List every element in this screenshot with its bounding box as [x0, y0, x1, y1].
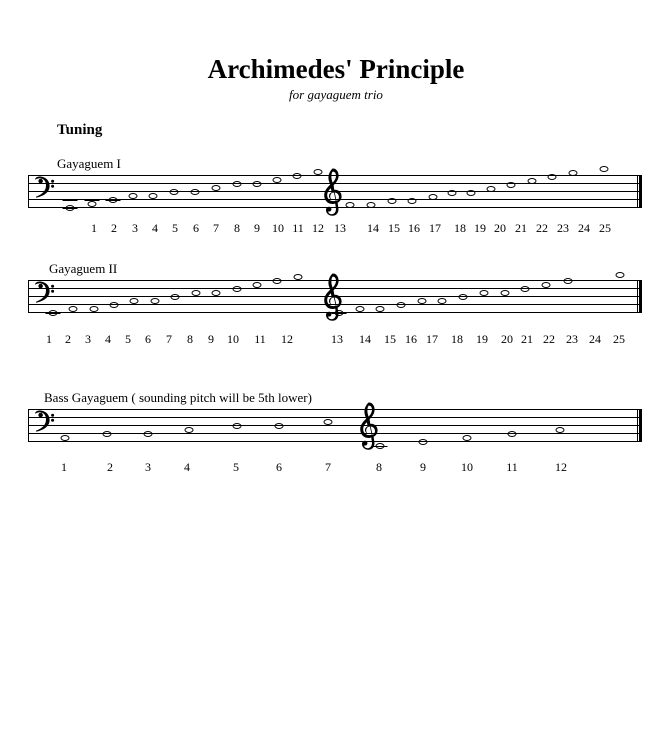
string-number: 2 [65, 332, 71, 346]
string-number: 21 [515, 221, 527, 235]
string-number: 17 [426, 332, 438, 346]
string-number: 10 [461, 460, 473, 474]
notehead [564, 278, 573, 284]
notehead [335, 310, 344, 316]
notehead [212, 290, 221, 296]
notehead [501, 290, 510, 296]
barline-start [28, 280, 29, 313]
string-number: 1 [61, 460, 67, 474]
string-number: 17 [429, 221, 441, 235]
bass-clef [32, 176, 58, 198]
string-number: 24 [578, 221, 590, 235]
notehead [521, 286, 530, 292]
notehead [459, 294, 468, 300]
barline-start [28, 409, 29, 442]
notehead [376, 443, 385, 449]
string-number: 2 [107, 460, 113, 474]
notehead [463, 435, 472, 441]
notehead [273, 177, 282, 183]
string-number: 22 [543, 332, 555, 346]
string-number: 4 [152, 221, 158, 235]
notehead [149, 193, 158, 199]
notehead [171, 294, 180, 300]
notehead [448, 190, 457, 196]
string-number: 21 [521, 332, 533, 346]
staff [28, 409, 642, 441]
string-number: 3 [85, 332, 91, 346]
ledger-line [63, 200, 78, 201]
string-number: 13 [331, 332, 343, 346]
string-number: 15 [384, 332, 396, 346]
string-number: 11 [254, 332, 266, 346]
string-number: 7 [325, 460, 331, 474]
string-number: 5 [125, 332, 131, 346]
notehead [191, 189, 200, 195]
string-number: 19 [474, 221, 486, 235]
staff-line [28, 433, 642, 434]
string-number: 8 [234, 221, 240, 235]
notehead [556, 427, 565, 433]
notehead [293, 173, 302, 179]
string-number: 18 [454, 221, 466, 235]
notehead [367, 202, 376, 208]
notehead [212, 185, 221, 191]
notehead [273, 278, 282, 284]
notehead [185, 427, 194, 433]
string-number: 9 [254, 221, 260, 235]
string-number: 11 [292, 221, 304, 235]
notehead [90, 306, 99, 312]
notehead [429, 194, 438, 200]
string-number: 7 [213, 221, 219, 235]
barline-end-thin [637, 280, 638, 313]
bass-clef [32, 281, 58, 303]
string-number-row [0, 221, 672, 237]
notehead [61, 435, 70, 441]
notehead [253, 181, 262, 187]
notehead [376, 306, 385, 312]
notehead [275, 423, 284, 429]
notehead [129, 193, 138, 199]
staff-line [28, 441, 642, 442]
string-number: 15 [388, 221, 400, 235]
barline-end-thin [637, 175, 638, 208]
notehead [103, 431, 112, 437]
string-number: 25 [599, 221, 611, 235]
notehead [542, 282, 551, 288]
notehead [507, 182, 516, 188]
barline-start [28, 175, 29, 208]
notehead [253, 282, 262, 288]
notehead [346, 202, 355, 208]
notehead [88, 201, 97, 207]
notehead [569, 170, 578, 176]
string-number: 5 [233, 460, 239, 474]
notehead [548, 174, 557, 180]
barline-end-thin [637, 409, 638, 442]
staff-line [28, 425, 642, 426]
treble-clef [322, 168, 342, 218]
staff-line [28, 417, 642, 418]
page-subtitle: for gayaguem trio [289, 87, 383, 102]
string-number: 24 [589, 332, 601, 346]
notehead [487, 186, 496, 192]
string-number: 7 [166, 332, 172, 346]
string-number: 11 [506, 460, 518, 474]
notehead [616, 272, 625, 278]
string-number: 3 [132, 221, 138, 235]
string-number: 9 [208, 332, 214, 346]
string-number: 4 [105, 332, 111, 346]
string-number: 20 [501, 332, 513, 346]
barline-end-thick [639, 175, 642, 208]
notehead [233, 423, 242, 429]
notehead [388, 198, 397, 204]
string-number: 14 [367, 221, 379, 235]
string-number: 14 [359, 332, 371, 346]
staff-label: Bass Gayaguem ( sounding pitch will be 5th lower) [44, 390, 312, 405]
notehead [69, 306, 78, 312]
string-number: 18 [451, 332, 463, 346]
page-title: Archimedes' Principle [207, 54, 465, 84]
string-number: 3 [145, 460, 151, 474]
string-number: 6 [276, 460, 282, 474]
string-number: 13 [334, 221, 346, 235]
string-number: 16 [405, 332, 417, 346]
bass-clef [32, 410, 58, 432]
string-number: 1 [46, 332, 52, 346]
string-number: 6 [193, 221, 199, 235]
notehead [151, 298, 160, 304]
section-heading-tuning: Tuning [57, 122, 103, 138]
string-number: 4 [184, 460, 190, 474]
notehead [49, 310, 58, 316]
string-number: 5 [172, 221, 178, 235]
string-number: 12 [281, 332, 293, 346]
string-number: 1 [91, 221, 97, 235]
barline-end-thick [639, 409, 642, 442]
notehead [233, 286, 242, 292]
string-number: 6 [145, 332, 151, 346]
notehead [109, 197, 118, 203]
string-number: 22 [536, 221, 548, 235]
notehead [170, 189, 179, 195]
notehead [508, 431, 517, 437]
notehead [294, 274, 303, 280]
staff-label: Gayaguem II [49, 261, 118, 276]
notehead [480, 290, 489, 296]
barline-end-thick [639, 280, 642, 313]
notehead [144, 431, 153, 437]
notehead [528, 178, 537, 184]
notehead [397, 302, 406, 308]
notehead [438, 298, 447, 304]
string-number: 2 [111, 221, 117, 235]
notehead [110, 302, 119, 308]
string-number: 9 [420, 460, 426, 474]
staff-line [28, 409, 642, 410]
notehead [130, 298, 139, 304]
string-number-row [0, 460, 672, 476]
notehead [408, 198, 417, 204]
string-number: 20 [494, 221, 506, 235]
string-number: 12 [312, 221, 324, 235]
notehead [356, 306, 365, 312]
string-number: 23 [566, 332, 578, 346]
notehead [233, 181, 242, 187]
notehead [600, 166, 609, 172]
notehead [418, 298, 427, 304]
string-number: 19 [476, 332, 488, 346]
notehead [324, 419, 333, 425]
string-number: 23 [557, 221, 569, 235]
string-number: 10 [227, 332, 239, 346]
staff-label: Gayaguem I [57, 156, 121, 171]
notehead [419, 439, 428, 445]
string-number: 25 [613, 332, 625, 346]
notehead [192, 290, 201, 296]
notehead [66, 205, 75, 211]
notehead [467, 190, 476, 196]
string-number: 8 [376, 460, 382, 474]
string-number-row [0, 332, 672, 348]
string-number: 16 [408, 221, 420, 235]
string-number: 10 [272, 221, 284, 235]
string-number: 8 [187, 332, 193, 346]
notehead [314, 169, 323, 175]
string-number: 12 [555, 460, 567, 474]
